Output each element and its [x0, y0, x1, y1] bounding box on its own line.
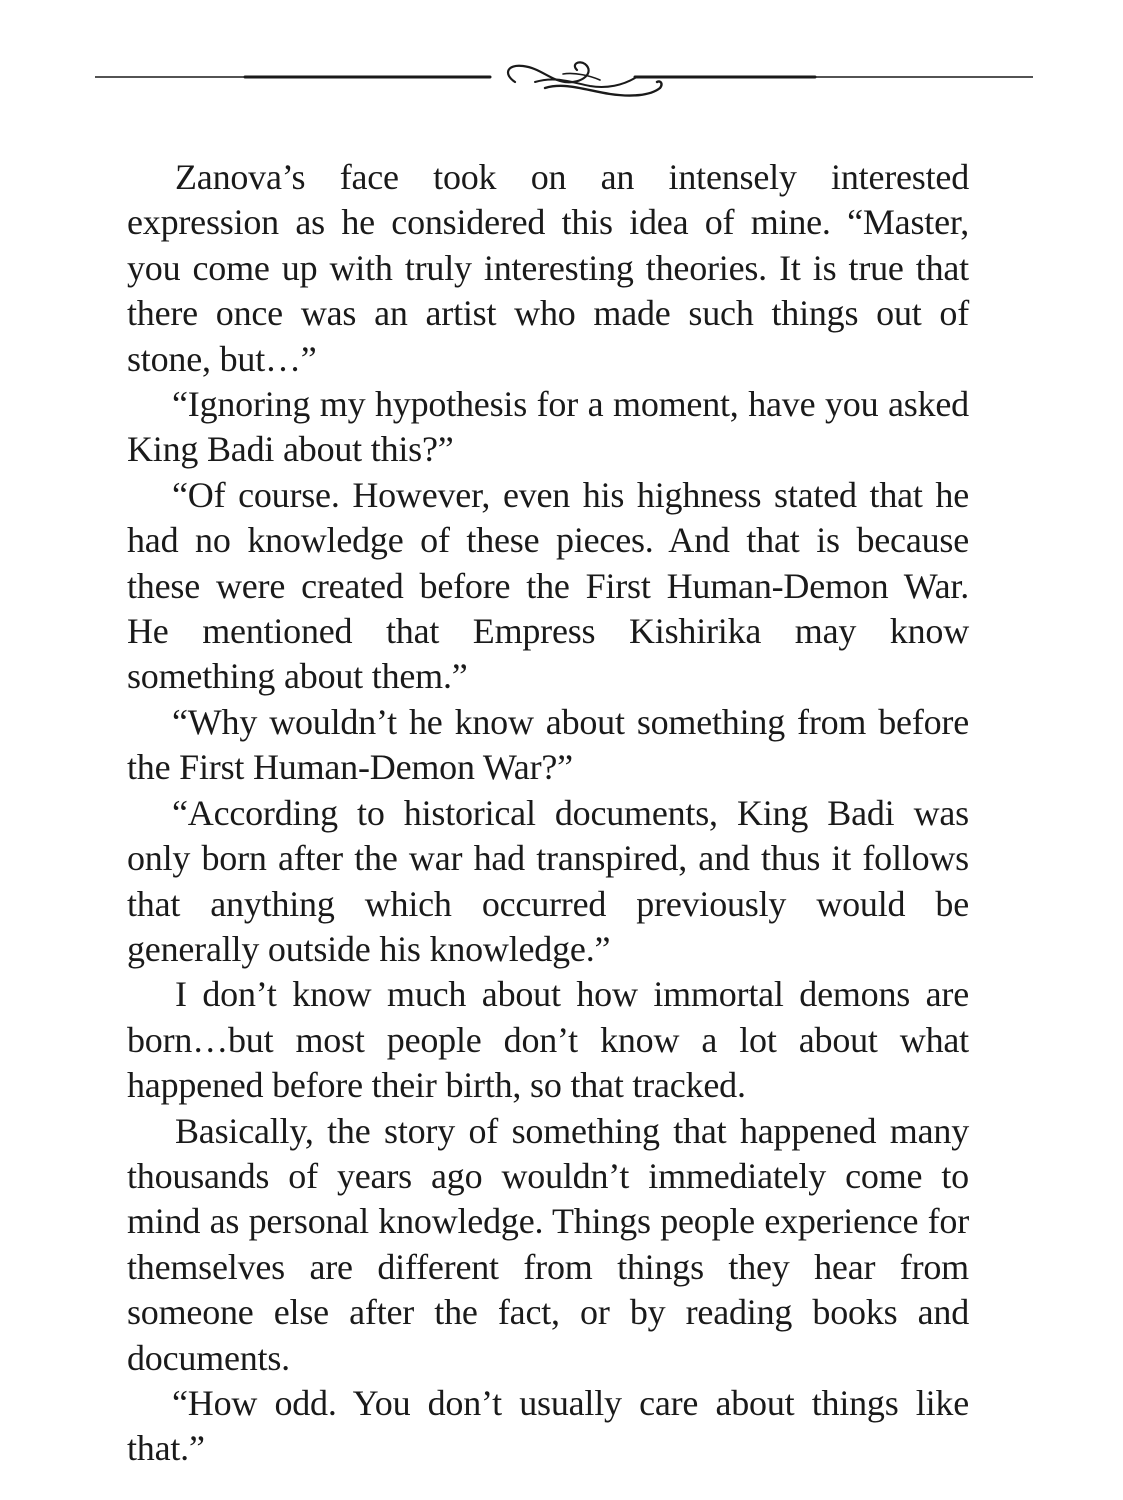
scroll-flourish-icon: [95, 52, 1033, 104]
body-text: [127, 155, 969, 1472]
paragraph: “According to historical documents, King Badi was only born after the war had transpired, and thus it follows that anything which occurred previously would be generally outside his knowledge.”: [127, 792, 969, 969]
paragraph: Zanova’s face took on an intensely interested expression as he considered this idea of mine. “Master, you come up with truly interesting theories. It is true that there once was an artist who made such things out of stone, but…”: [127, 157, 969, 379]
paragraph: “Why wouldn’t he know about something from before the First Human-Demon War?”: [127, 701, 969, 788]
paragraph: I don’t know much about how immortal demons are born…but most people don’t know a lot about what happened before their birth, so that tracked.: [127, 974, 969, 1106]
paragraph: “Of course. However, even his highness stated that he had no knowledge of these pieces. And that is because these were created before the First Human-Demon War. He mentioned that Empress Kishirika may know something about them.”: [127, 474, 969, 697]
paragraph: “Ignoring my hypothesis for a moment, have you asked King Badi about this?”: [127, 384, 969, 470]
paragraph: “How odd. You don’t usually care about things like that.”: [127, 1382, 969, 1469]
paragraph: Basically, the story of something that happened many thousands of years ago wouldn’t immediately come to mind as personal knowledge. Things people experience for themselves are different from things they hear from someone else after the fact, or by reading books and documents.: [127, 1110, 969, 1378]
